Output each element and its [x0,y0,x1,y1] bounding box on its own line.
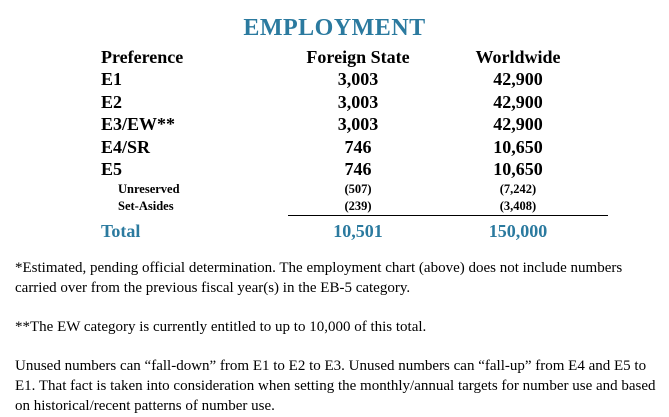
worldwide-value: (7,242) [499,181,537,196]
table-row [101,113,608,136]
footnote-ew-category: **The EW category is currently entitled to up to 10,000 of this total. [15,319,427,335]
footnote-estimated: *Estimated, pending official determination. The employment chart (above) does not include numbers carried over from the previous fiscal year(s) in the EB-5 category. [15,260,623,296]
total-row [101,216,608,244]
table-header-row [101,46,608,68]
row-label: E3/EW** [101,114,176,134]
table-row [101,91,608,114]
sub-row-label: Set-Asides [118,198,174,213]
worldwide-value: (3,408) [499,198,537,213]
row-label: E2 [101,91,123,112]
employment-table [101,46,608,244]
row-label: E1 [101,69,123,89]
worldwide-value: 10,650 [493,159,543,179]
page-title: EMPLOYMENT [243,15,426,41]
total-worldwide-value: 150,000 [488,220,548,241]
sub-row-label: Unreserved [118,181,180,196]
note-unused-numbers: Unused numbers can “fall-down” from E1 to E2 to E3. Unused numbers can “fall-up” from E4 and E5 to E1. That fact is taken into consideration when setting the monthly/annual targets for number use and based on historical/recent patterns of number use. [15,358,656,414]
total-foreign-state-value: 10,501 [333,220,383,241]
foreign-state-value: 746 [344,136,372,157]
table-sub-row [101,181,608,198]
column-header-preference: Preference [101,47,184,67]
foreign-state-value: 3,003 [337,91,379,112]
table-sub-row [101,198,608,216]
table-row [101,158,608,181]
total-label: Total [101,220,141,241]
worldwide-value: 42,900 [493,114,543,134]
table-row [101,136,608,159]
foreign-state-value: (239) [344,198,372,213]
worldwide-value: 42,900 [493,69,543,89]
worldwide-value: 10,650 [493,136,543,157]
row-label: E5 [101,159,123,179]
column-header-foreign-state: Foreign State [306,47,410,67]
column-header-worldwide: Worldwide [475,47,561,67]
foreign-state-value: (507) [344,181,372,196]
foreign-state-value: 3,003 [337,69,379,89]
foreign-state-value: 3,003 [337,114,379,134]
foreign-state-value: 746 [344,159,372,179]
row-label: E4/SR [101,136,151,157]
worldwide-value: 42,900 [493,91,543,112]
table-row [101,68,608,91]
